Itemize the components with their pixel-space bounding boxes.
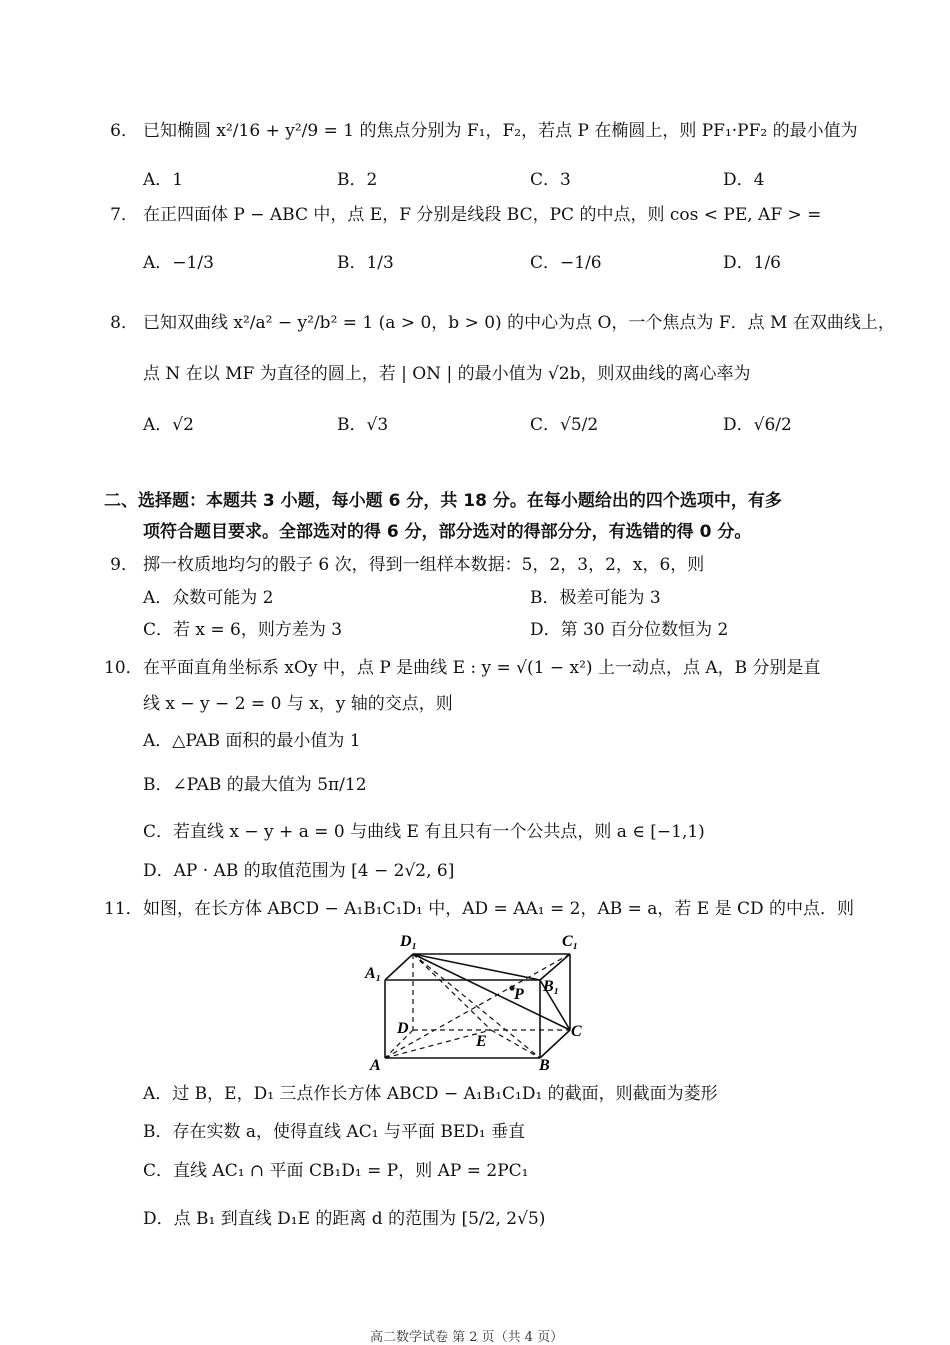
q11-option-c: C．直线 AC₁ ∩ 平面 CB₁D₁ = P，则 AP = 2PC₁	[143, 1161, 529, 1181]
label-a1: A₁	[365, 965, 382, 982]
section2-heading-line1: 二、选择题：本题共 3 小题，每小题 6 分，共 18 分。在每小题给出的四个选项中，有多	[104, 491, 782, 511]
q10-number: 10．	[104, 658, 143, 678]
q9-option-c: C．若 x = 6，则方差为 3	[143, 620, 343, 640]
q8-option-a: A．√2	[143, 415, 194, 435]
label-e: E	[476, 1033, 487, 1050]
q11-option-b: B．存在实数 a，使得直线 AC₁ 与平面 BED₁ 垂直	[143, 1122, 526, 1142]
q6-option-a: A．1	[143, 170, 184, 190]
q9-option-b: B．极差可能为 3	[530, 588, 661, 608]
label-c1: C₁	[562, 933, 579, 950]
section2-heading-line2: 项符合题目要求。全部选对的得 6 分，部分选对的得部分分，有选错的得 0 分。	[143, 522, 752, 542]
q6-stem: 已知椭圆 x²/16 + y²/9 = 1 的焦点分别为 F₁，F₂，若点 P 在椭圆上，则 PF₁·PF₂ 的最小值为	[143, 121, 858, 141]
label-b1: B₁	[543, 978, 560, 995]
q6-option-c: C．3	[530, 170, 571, 190]
q11-option-d: D．点 B₁ 到直线 D₁E 的距离 d 的范围为 [5/2, 2√5)	[143, 1209, 546, 1229]
label-d1: D₁	[400, 933, 418, 950]
q11-option-a: A．过 B，E，D₁ 三点作长方体 ABCD − A₁B₁C₁D₁ 的截面，则截面为菱形	[143, 1084, 718, 1104]
q7-stem: 在正四面体 P − ABC 中，点 E，F 分别是线段 BC，PC 的中点，则 cos < PE, AF > =	[143, 205, 822, 225]
q9-number: 9．	[110, 555, 138, 575]
q7-option-d: D．1/6	[723, 253, 781, 273]
q6-number: 6．	[110, 121, 138, 141]
q7-option-c: C．−1/6	[530, 253, 602, 273]
q8-line1: 已知双曲线 x²/a² − y²/b² = 1 (a > 0，b > 0) 的中心为点 O，一个焦点为 F．点 M 在双曲线上，	[143, 313, 895, 333]
q11-stem: 如图，在长方体 ABCD − A₁B₁C₁D₁ 中，AD = AA₁ = 2，AB = a，若 E 是 CD 的中点．则	[143, 899, 855, 919]
label-b: B	[539, 1057, 550, 1074]
q10-line1: 在平面直角坐标系 xOy 中，点 P 是曲线 E : y = √(1 − x²) 上一动点，点 A，B 分别是直	[143, 658, 821, 678]
q7-number: 7．	[110, 205, 138, 225]
q8-line2: 点 N 在以 MF 为直径的圆上，若 | ON | 的最小值为 √2b，则双曲线的离心率为	[143, 364, 751, 384]
q10-option-c: C．若直线 x − y + a = 0 与曲线 E 有且只有一个公共点，则 a ∈ [−1,1)	[143, 822, 705, 842]
q8-option-d: D．√6/2	[723, 415, 792, 435]
page-footer: 高二数学试卷 第 2 页（共 4 页）	[370, 1330, 564, 1345]
q7-option-a: A．−1/3	[143, 253, 214, 273]
q10-line2: 线 x − y − 2 = 0 与 x，y 轴的交点，则	[143, 694, 453, 714]
label-a: A	[370, 1057, 381, 1074]
q11-number: 11．	[104, 899, 143, 919]
q10-option-b: B．∠PAB 的最大值为 5π/12	[143, 775, 367, 795]
q9-option-a: A．众数可能为 2	[143, 588, 274, 608]
q8-option-b: B．√3	[337, 415, 389, 435]
q7-option-b: B．1/3	[337, 253, 394, 273]
label-d: D	[397, 1020, 409, 1037]
q10-option-a: A．△PAB 面积的最小值为 1	[143, 731, 361, 751]
q10-option-d: D．AP · AB 的取值范围为 [4 − 2√2, 6]	[143, 861, 455, 881]
q8-option-c: C．√5/2	[530, 415, 599, 435]
label-p: P	[514, 986, 524, 1003]
q6-option-b: B．2	[337, 170, 378, 190]
label-c: C	[571, 1023, 582, 1040]
q9-option-d: D．第 30 百分位数恒为 2	[530, 620, 729, 640]
q6-option-d: D．4	[723, 170, 765, 190]
q8-number: 8．	[110, 313, 138, 333]
q9-stem: 掷一枚质地均匀的骰子 6 次，得到一组样本数据：5，2，3，2，x，6，则	[143, 555, 705, 575]
cuboid-figure	[355, 925, 605, 1075]
